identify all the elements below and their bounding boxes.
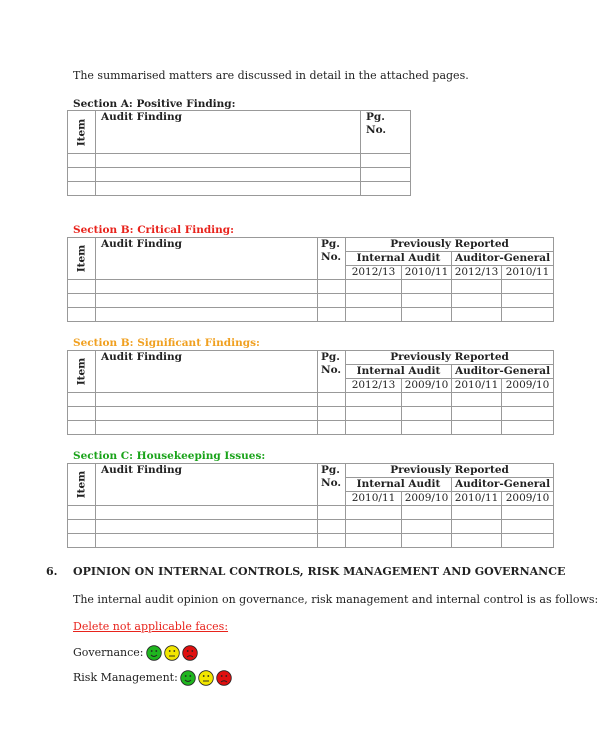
delete-note: Delete not applicable faces: (73, 620, 229, 633)
table-row (68, 506, 554, 520)
internal-audit-header: Internal Audit (346, 252, 452, 266)
internal-audit-header: Internal Audit (346, 478, 452, 492)
year-header: 2009/10 (502, 379, 554, 393)
opinion-text: The internal audit opinion on governance, risk management and internal control is as follows: (73, 593, 599, 606)
year-header: 2009/10 (402, 492, 452, 506)
year-header: 2010/11 (402, 266, 452, 280)
item-header: Item (75, 357, 88, 386)
year-header: 2012/13 (452, 266, 502, 280)
governance-row (73, 645, 198, 661)
neutral-face-icon[interactable] (164, 645, 180, 661)
table-row (68, 280, 554, 294)
finding-header: Audit Finding (96, 464, 318, 506)
pg-header: Pg. No. (318, 351, 346, 393)
positive-finding-table (67, 110, 411, 196)
table-row (68, 294, 554, 308)
pg-header: Pg. No. (318, 464, 346, 506)
happy-face-icon[interactable] (180, 670, 196, 686)
year-header: 2010/11 (452, 379, 502, 393)
table-row (68, 421, 554, 435)
significant-findings-title: Section B: Significant Findings: (73, 337, 260, 349)
item-header: Item (75, 118, 88, 146)
critical-finding-table (67, 237, 554, 322)
year-header: 2009/10 (402, 379, 452, 393)
year-header: 2010/11 (346, 492, 402, 506)
previously-reported-header: Previously Reported (346, 464, 554, 478)
year-header: 2012/13 (346, 379, 402, 393)
auditor-general-header: Auditor-General (452, 252, 554, 266)
table-row (68, 407, 554, 421)
critical-finding-title: Section B: Critical Finding: (73, 224, 235, 236)
item-header: Item (75, 470, 88, 499)
neutral-face-icon[interactable] (198, 670, 214, 686)
year-header: 2009/10 (502, 492, 554, 506)
section-number: 6. (46, 565, 58, 578)
year-header: 2010/11 (502, 266, 554, 280)
table-row (68, 154, 411, 168)
previously-reported-header: Previously Reported (346, 351, 554, 365)
table-row (68, 168, 411, 182)
table-row (68, 534, 554, 548)
table-row (68, 393, 554, 407)
table-row (68, 308, 554, 322)
auditor-general-header: Auditor-General (452, 478, 554, 492)
intro-text: The summarised matters are discussed in detail in the attached pages. (73, 69, 469, 82)
year-header: 2010/11 (452, 492, 502, 506)
finding-header: Audit Finding (96, 238, 318, 280)
significant-findings-table (67, 350, 554, 435)
happy-face-icon[interactable] (146, 645, 162, 661)
section-a-title: Section A: Positive Finding: (73, 98, 236, 110)
finding-header: Audit Finding (96, 351, 318, 393)
housekeeping-issues-title: Section C: Housekeeping Issues: (73, 450, 266, 462)
governance-label: Governance: (73, 646, 144, 659)
opinion-heading: OPINION ON INTERNAL CONTROLS, RISK MANAGEMENT AND GOVERNANCE (73, 565, 566, 578)
finding-header: Audit Finding (96, 111, 361, 154)
item-header: Item (75, 244, 88, 273)
pg-header: Pg. No. (361, 111, 411, 154)
risk-management-label: Risk Management: (73, 671, 178, 684)
previously-reported-header: Previously Reported (346, 238, 554, 252)
table-row (68, 182, 411, 196)
auditor-general-header: Auditor-General (452, 365, 554, 379)
internal-audit-header: Internal Audit (346, 365, 452, 379)
sad-face-icon[interactable] (182, 645, 198, 661)
table-row (68, 520, 554, 534)
year-header: 2012/13 (346, 266, 402, 280)
risk-management-row (73, 670, 232, 686)
sad-face-icon[interactable] (216, 670, 232, 686)
housekeeping-issues-table (67, 463, 554, 548)
pg-header: Pg. No. (318, 238, 346, 280)
